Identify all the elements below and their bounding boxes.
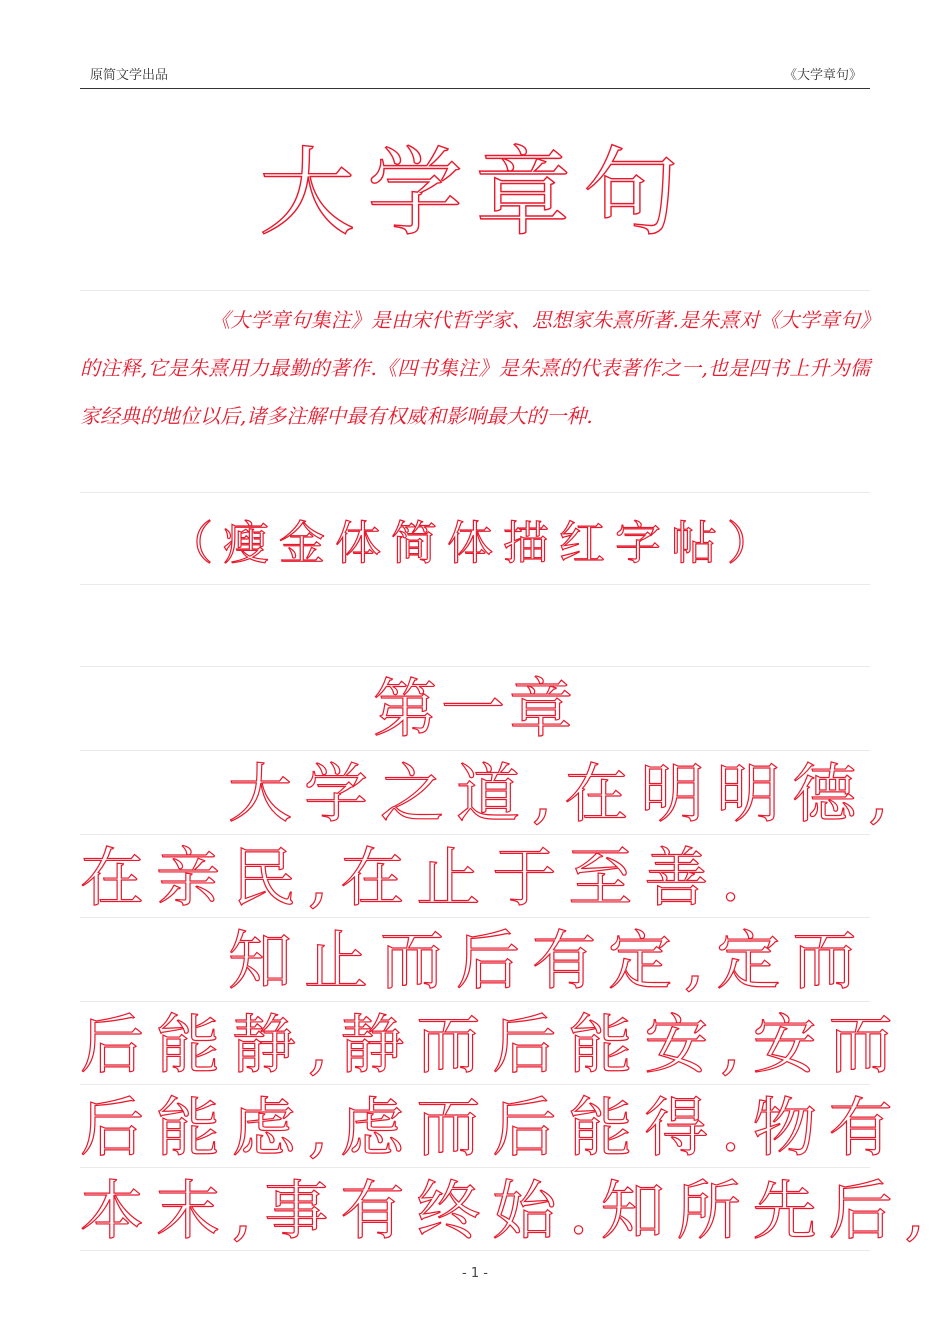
divider [80,834,870,835]
practice-line: 大学之道,在明明德, [228,758,901,832]
practice-line: 在亲民,在止于至善. [80,842,753,916]
divider [80,290,870,291]
intro-text: 《大学章句集注》是由宋代哲学家、思想家朱熹所著.是朱熹对《大学章句》的注释,它是朱熹用力最勤的著作.《四书集注》是朱熹的代表著作之一,也是四书上升为儒家经典的地位以后,诸多注解中最有权威和影响最大的一种. [80,308,870,428]
header-publisher: 原简文学出品 [90,68,169,83]
practice-line: 知止而后有定,定而 [228,925,869,999]
divider [80,584,870,585]
practice-line: 后能静,静而后能安,安而 [80,1009,905,1083]
intro-paragraph [80,296,870,440]
divider [80,666,870,667]
page-header [80,60,870,89]
divider [80,1001,870,1002]
page-title: 大学章句 [259,137,691,249]
header-book-title: 《大学章句》 [783,68,862,83]
divider [80,1084,870,1085]
divider [80,917,870,918]
practice-line: 后能虑,虑而后能得.物有 [80,1092,905,1166]
divider [80,750,870,751]
page-number: - 1 - [462,1266,488,1281]
chapter-heading: 第一章 [373,673,577,747]
divider [80,1250,870,1251]
practice-line: 本末,事有终始.知所先后, [80,1175,938,1249]
divider [80,1167,870,1168]
subtitle: （瘦金体简体描红字帖） [167,516,783,570]
divider [80,492,870,493]
